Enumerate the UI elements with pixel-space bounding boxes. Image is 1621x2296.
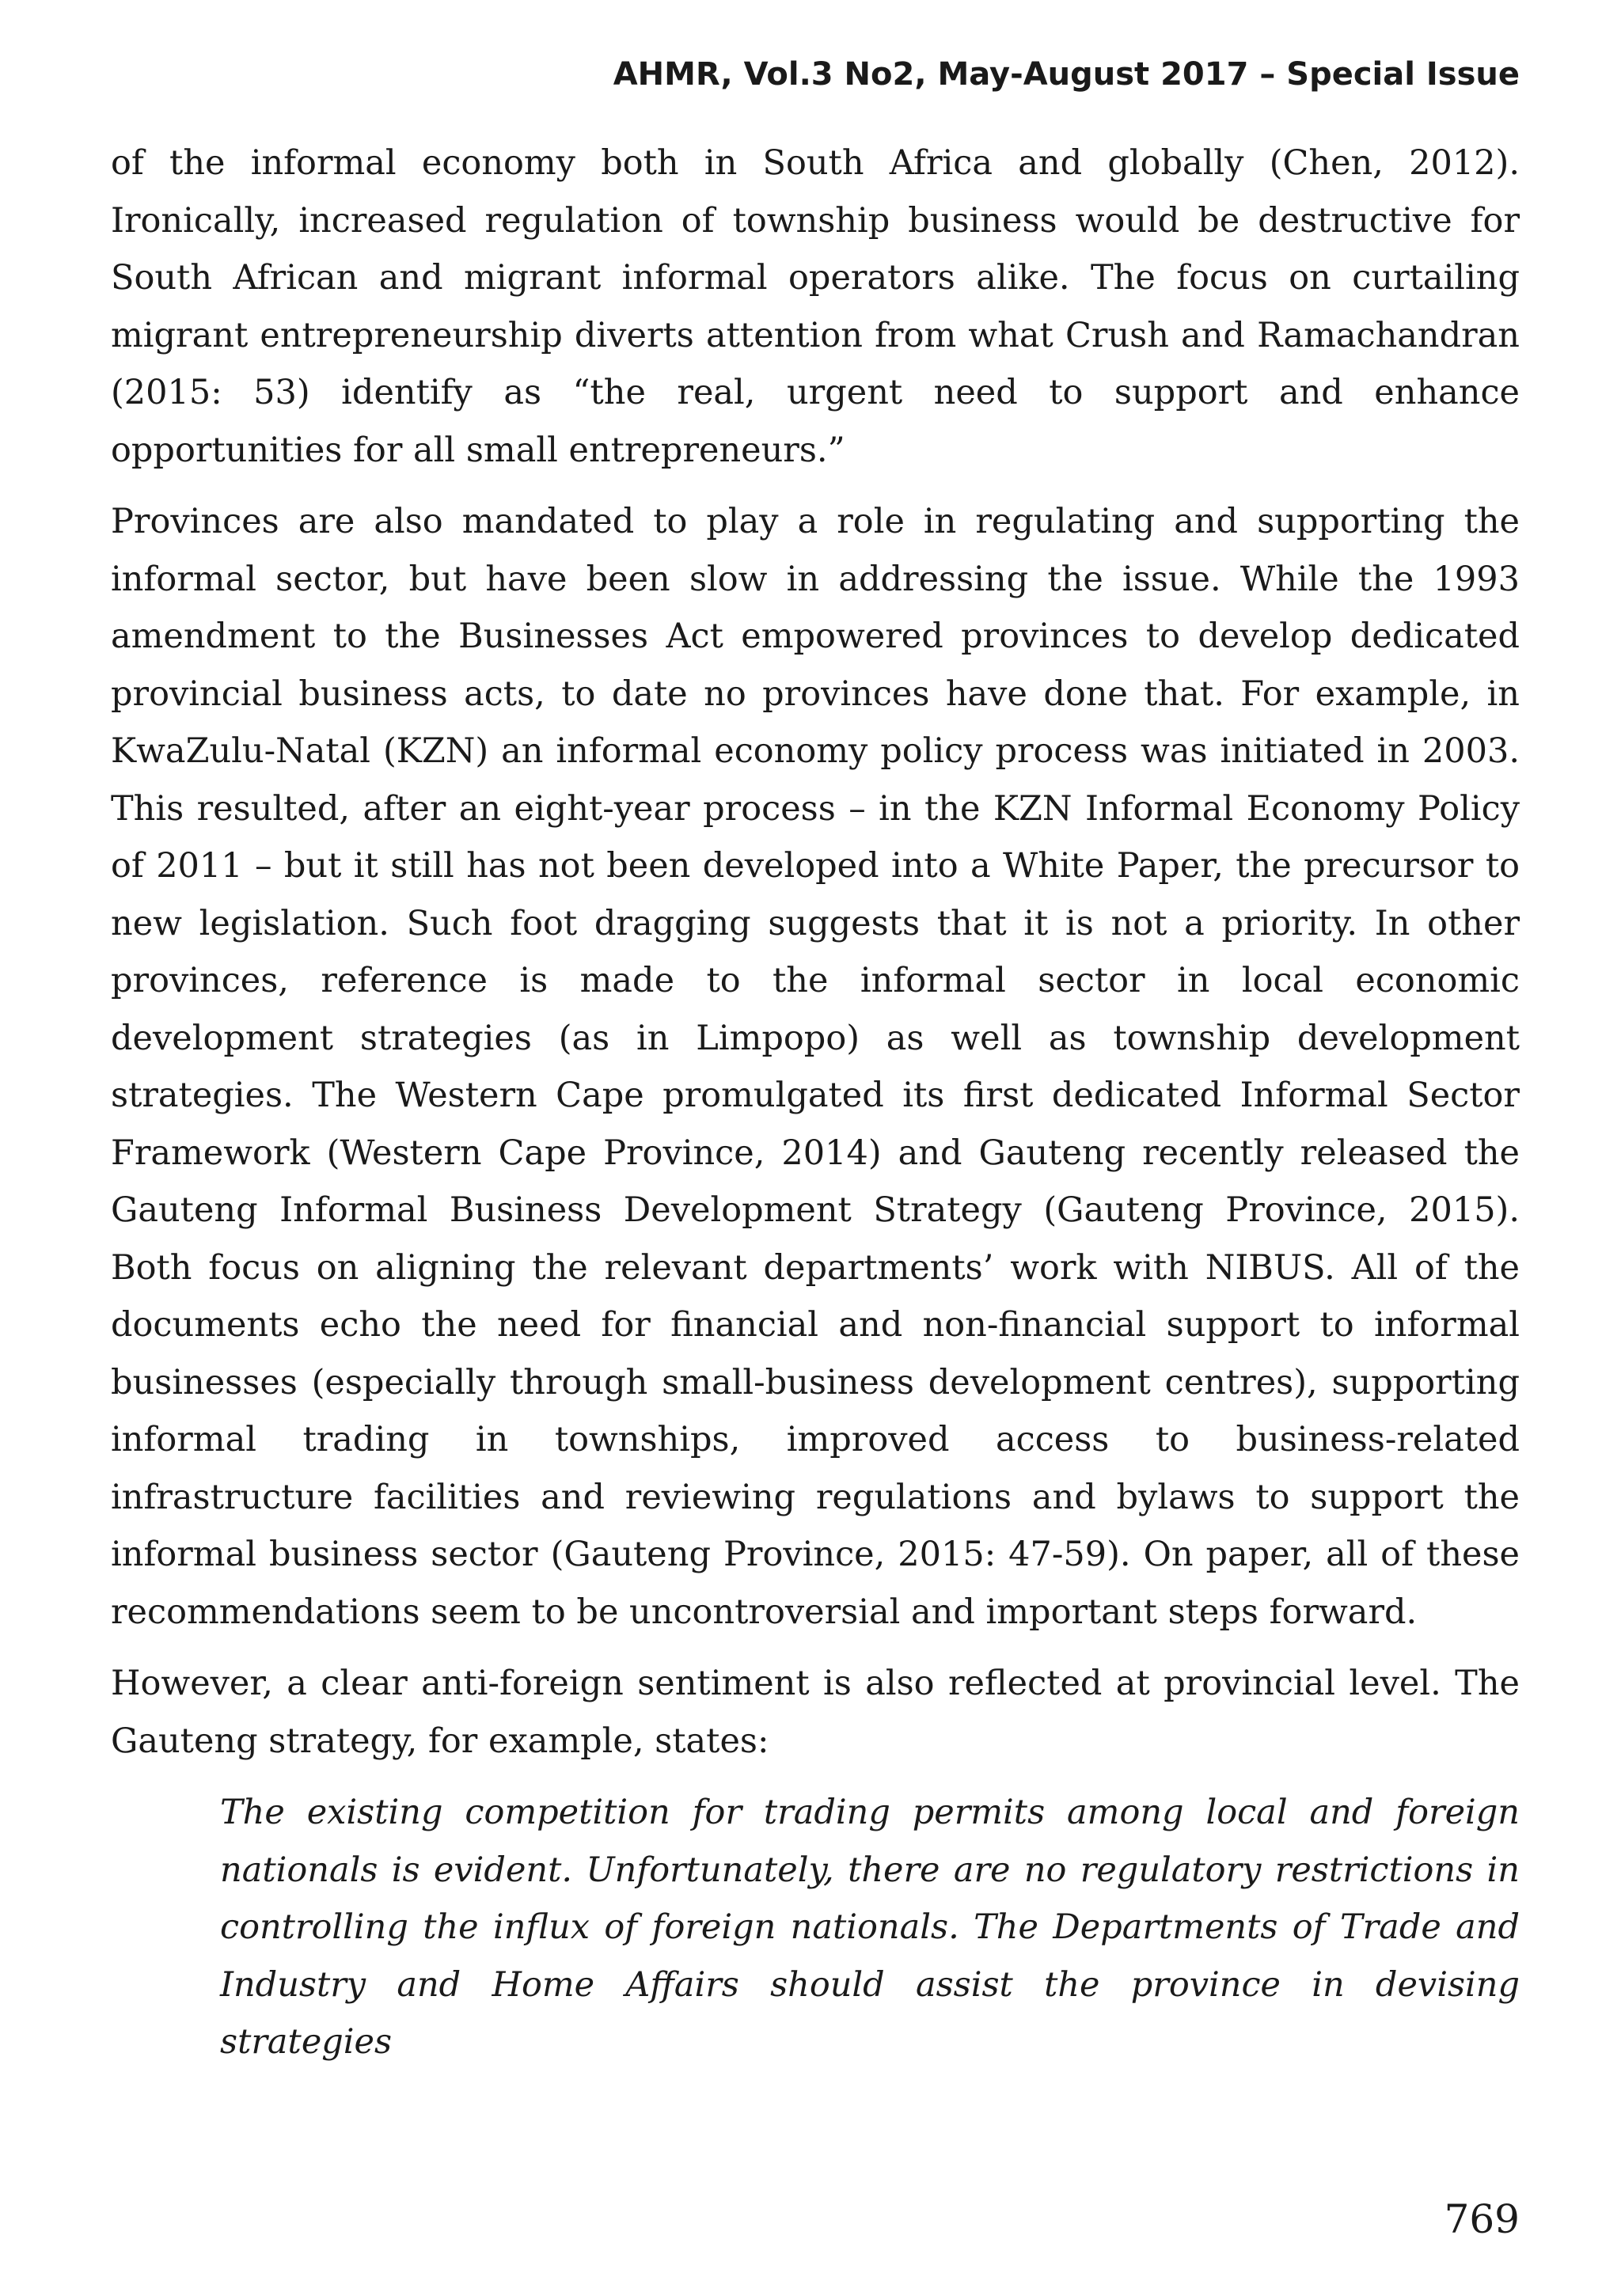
paragraph-1: of the informal economy both in South Africa and globally (Chen, 2012). Ironically, increased regulation of township business would be destructive for South African and migrant informal operators alike. The focus on curtailing migrant entrepreneurship diverts attention from what Crush and Ramachandran (2015: 53) identify as “the real, urgent need to support and enhance opportunities for all small entrepreneurs.” (111, 143, 1520, 470)
body-text (111, 135, 1520, 2071)
paragraph-2: Provinces are also mandated to play a role in regulating and supporting the informal sector, but have been slow in addressing the issue. While the 1993 amendment to the Businesses Act empowered provinces to develop dedicated provincial business acts, to date no provinces have done that. For example, in KwaZulu-Natal (KZN) an informal economy policy process was initiated in 2003. This resulted, after an eight-year process – in the KZN Informal Economy Policy of 2011 – but it still has not been developed into a White Paper, the precursor to new legislation. Such foot dragging suggests that it is not a priority. In other provinces, reference is made to the informal sector in local economic development strategies (as in Limpopo) as well as township development strategies. The Western Cape promulgated its first dedicated Informal Sector Framework (Western Cape Province, 2014) and Gauteng recently released the Gauteng Informal Business Development Strategy (Gauteng Province, 2015). Both focus on aligning the relevant departments’ work with NIBUS. All of the documents echo the need for financial and non-financial support to informal businesses (especially through small-business development centres), supporting informal trading in townships, improved access to business-related infrastructure facilities and reviewing regulations and bylaws to support the informal business sector (Gauteng Province, 2015: 47-59). On paper, all of these recommendations seem to be uncontroversial and important steps forward. (111, 502, 1520, 1632)
block-quote: The existing competition for trading permits among local and foreign nationals is evident. Unfortunately, there are no regulatory restrictions in controlling the influx of foreign nationals. The Departments of Trade and Industry and Home Affairs should assist the province in devising strategies (220, 1793, 1520, 2062)
page-number: 769 (1444, 2196, 1520, 2242)
paragraph-3: However, a clear anti-foreign sentiment is also reflected at provincial level. The Gauteng strategy, for example, states: (111, 1664, 1520, 1761)
running-header: AHMR, Vol.3 No2, May-August 2017 – Special Issue (613, 56, 1520, 93)
